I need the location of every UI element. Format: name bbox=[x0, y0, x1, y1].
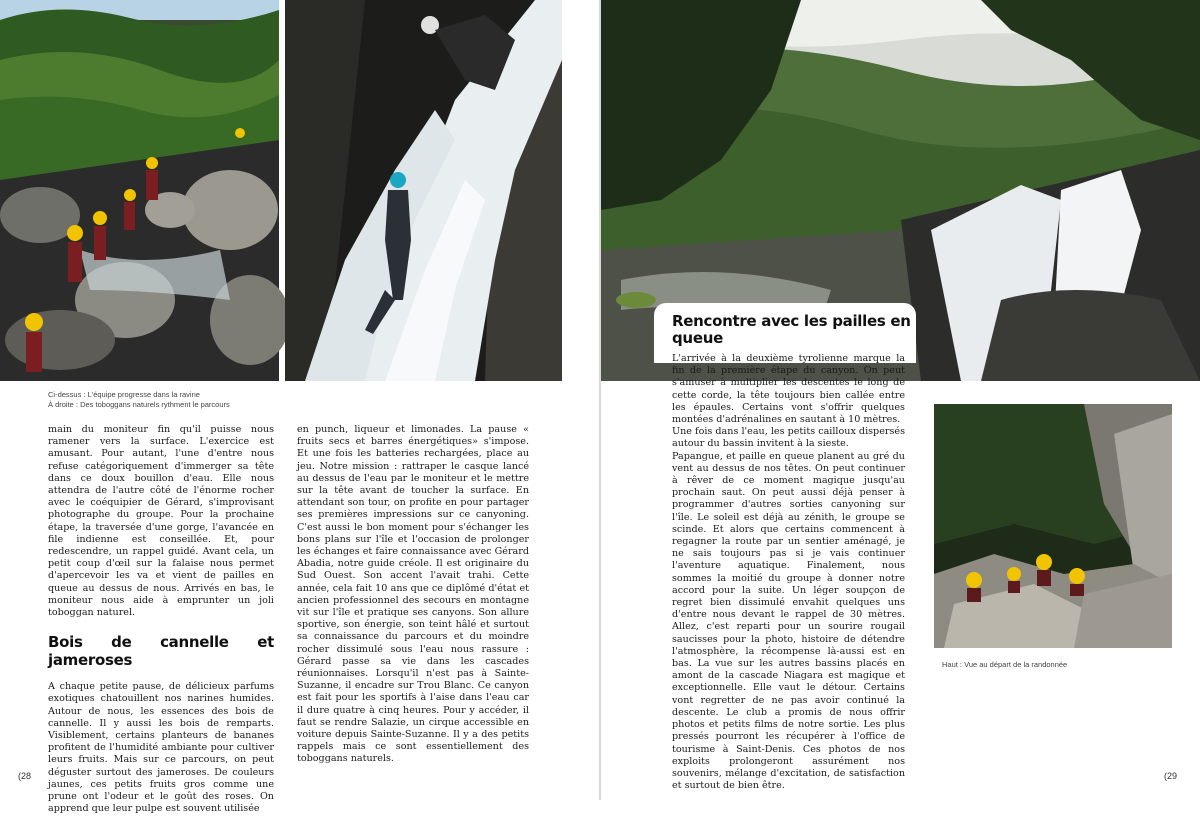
article-column-1 bbox=[48, 424, 274, 819]
page-number-bracket: ( bbox=[1164, 771, 1167, 781]
paragraph: main du moniteur fin qu'il puisse nous ramener vers la surface. L'exercice est amusant. Pour autant, l'une d'entre nous refuse catégoriquement d'immerger sa tête dans ce doux bouillon d'eau. Elle nous attendra de l'autre côté de l'énorme rocher avec le coéquipier de Gérard, s'improvisant photographe du groupe. Pour la prochaine étape, la traversée d'une gorge, l'avancée en file indienne est conseillée. Et, pour redescendre, un rappel guidé. Avant cela, un petit coup d'œil sur la falaise nous permet d'apercevoir les va et vient de pailles en queue au dessus de nous. Arrivés en bas, le moniteur nous aide à emprunter un joli toboggan naturel. bbox=[48, 424, 274, 619]
article-column-2 bbox=[297, 424, 529, 770]
page-number-left bbox=[18, 771, 31, 781]
photo-team-in-ravine bbox=[0, 0, 279, 381]
paragraph: A chaque petite pause, de délicieux parfums exotiques chatouillent nos narines humides. Autour de nous, les essences des bois de cannelle. Il y aussi les bois de remparts. Visiblement, certains planteurs de bananes profitent de l'humidité ambiante pour cultiver leurs fruits. Mais sur ce parcours, on peut déguster surtout des jameroses. De couleurs jaunes, ces petits fruits gros comme une prune ont l'odeur et le goût des roses. On apprend que leur pulpe est souvent utilisée bbox=[48, 681, 274, 815]
page-number-right bbox=[1164, 771, 1177, 781]
paragraph: Papangue, et paille en queue planent au gré du vent au dessus de nos têtes. On peut continuer à rêver de ce moment magique jusqu'au prochain saut. On peut aussi déjà penser à programmer d'autres sorties canyoning sur l'île. Le soleil est déjà au zénith, le groupe se scinde. Et alors que certains commencent à regagner la route par un sentier aménagé, je ne sais toujours pas si je vais continuer l'aventure aquatique. Finalement, nous sommes la moitié du groupe à donner notre accord pour la suite. Un léger soupçon de regret bien dissimulé envahit quelques uns d'entre nous devant le rappel de 30 mètres. Allez, c'est reparti pour un sourire rougail saucisses pour la photo, histoire de détendre l'atmosphère, la récompense là-aussi est en bas. La vue sur les autres bassins placés en amont de la cascade Niagara est magique et exceptionnelle. Elle vaut le détour. Certains vont regretter de ne pas avoir continué la descente. Le club a promis de nous offrir photos et petits films de notre sortie. Les plus pressés pourront les récupérer à l'office de tourisme à Saint-Denis. Ces photos de nos exploits prolongeront assurément nos souvenirs, mélange d'excitation, de satisfaction et surtout de bien être. bbox=[672, 450, 905, 792]
paragraph: L'arrivée à la deuxième tyrolienne marque la fin de la première étape du canyon. On peut s'amuser à multiplier les descentes le long de cette corde, la tête toujours bien callée entre les épaules. Certains vont s'offrir quelques montées d'adrénalines en sautant à 10 mètres. bbox=[672, 353, 905, 426]
photo-waterfall-slide bbox=[285, 0, 562, 381]
section-heading-pailles: Rencontre avec les pailles en queue bbox=[672, 312, 911, 347]
paragraph: en punch, liqueur et limonades. La pause « fruits secs et barres énergétiques» s'impose. Et une fois les batteries rechargées, place au jeu. Notre mission : rattraper le casque lancé au dessus de l'eau par le moniteur et le mettre sur la tête avant de toucher la surface. En attendant son tour, on profite en pour partager ses premières impressions sur ce canyoning. C'est aussi le bon moment pour s'échanger les bons plans sur l'île et l'occasion de prolonger les échanges et faire connaissance avec Gérard Abadia, notre guide créole. Il est originaire du Sud Ouest. Son accent l'avait trahi. Cette année, cela fait 10 ans que ce diplômé d'état et ancien professionnel des secours en montagne vit sur l'île et pratique ses canyons. Son allure sportive, son énergie, son teint hâlé et surtout sa connaissance du parcours et du moindre rocher dissimulé sous l'eau nous rassure : Gérard passe sa vie dans les cascades réunionnaises. Lorsqu'il n'est pas à Sainte-Suzanne, il encadre sur Trou Blanc. Ce canyon est fait pour les sportifs à l'aise dans l'eau car il dure quatre à cinq heures. Pour y accéder, il faut se rendre Salazie, un cirque accessible en voiture depuis Sainte-Suzanne. Il y a des petits rappels mais ce sont essentiellement des toboggans naturels. bbox=[297, 424, 529, 765]
paragraph: Une fois dans l'eau, les petits cailloux dispersés autour du bassin invitent à la sieste. bbox=[672, 426, 905, 450]
caption-ravine: Ci-dessus : L'équipe progresse dans la ravine bbox=[48, 390, 200, 399]
page-number-value: 28 bbox=[21, 771, 32, 781]
right-page bbox=[601, 0, 1200, 800]
caption-slides: À droite : Des toboggans naturels rythment le parcours bbox=[48, 399, 230, 409]
page-number-bracket: ( bbox=[18, 771, 21, 781]
page-number-value: 29 bbox=[1167, 771, 1178, 781]
caption-start-view: Haut : Vue au départ de la randonnée bbox=[942, 660, 1068, 669]
article-column-3 bbox=[672, 353, 905, 792]
left-page bbox=[0, 0, 599, 815]
subheading-cannelle: Bois de cannelle et jameroses bbox=[48, 633, 274, 670]
photo-group-helmets bbox=[934, 404, 1172, 648]
